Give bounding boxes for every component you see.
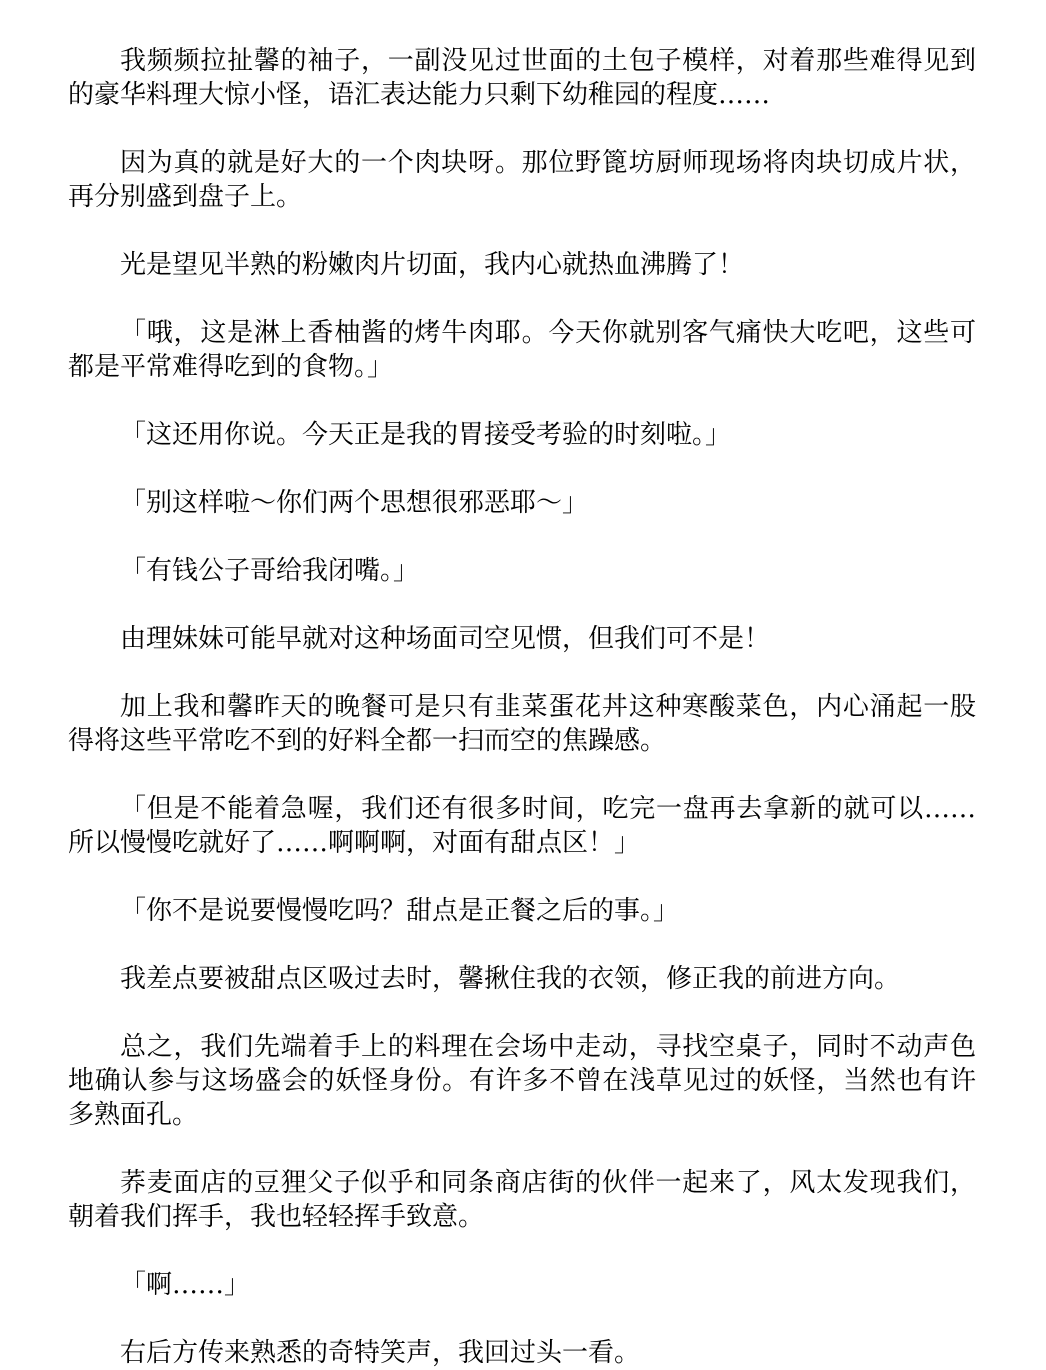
paragraph: 我频频拉扯馨的袖子，一副没见过世面的土包子模样，对着那些难得见到的豪华料理大惊小怪，语汇表达能力只剩下幼稚园的程度…… <box>68 46 976 110</box>
paragraph: 荞麦面店的豆狸父子似乎和同条商店街的伙伴一起来了，风太发现我们，朝着我们挥手，我也轻轻挥手致意。 <box>68 1168 976 1232</box>
paragraph: 「有钱公子哥给我闭嘴。」 <box>120 556 420 586</box>
paragraph: 「啊……」 <box>120 1270 251 1300</box>
paragraph: 「这还用你说。今天正是我的胃接受考验的时刻啦。」 <box>120 420 732 450</box>
paragraph: 总之，我们先端着手上的料理在会场中走动，寻找空桌子，同时不动声色地确认参与这场盛会的妖怪身份。有许多不曾在浅草见过的妖怪，当然也有许多熟面孔。 <box>68 1032 976 1130</box>
paragraph: 「哦，这是淋上香柚酱的烤牛肉耶。今天你就别客气痛快大吃吧，这些可都是平常难得吃到的食物。」 <box>68 318 976 382</box>
paragraph: 我差点要被甜点区吸过去时，馨揪住我的衣领，修正我的前进方向。 <box>120 964 901 994</box>
paragraph: 由理妹妹可能早就对这种场面司空见惯，但我们可不是！ <box>120 624 771 654</box>
paragraph: 加上我和馨昨天的晚餐可是只有韭菜蛋花丼这种寒酸菜色，内心涌起一股得将这些平常吃不到的好料全都一扫而空的焦躁感。 <box>68 692 976 756</box>
paragraph: 「但是不能着急喔，我们还有很多时间，吃完一盘再去拿新的就可以……所以慢慢吃就好了……啊啊啊，对面有甜点区！」 <box>68 794 976 858</box>
paragraph: 右后方传来熟悉的奇特笑声，我回过头一看。 <box>120 1338 641 1368</box>
paragraph: 「你不是说要慢慢吃吗？甜点是正餐之后的事。」 <box>120 896 680 926</box>
paragraph: 因为真的就是好大的一个肉块呀。那位野篦坊厨师现场将肉块切成片状，再分别盛到盘子上。 <box>68 148 976 212</box>
paragraph: 光是望见半熟的粉嫩肉片切面，我内心就热血沸腾了！ <box>120 250 745 280</box>
paragraph: 「别这样啦～你们两个思想很邪恶耶～」 <box>120 488 589 518</box>
